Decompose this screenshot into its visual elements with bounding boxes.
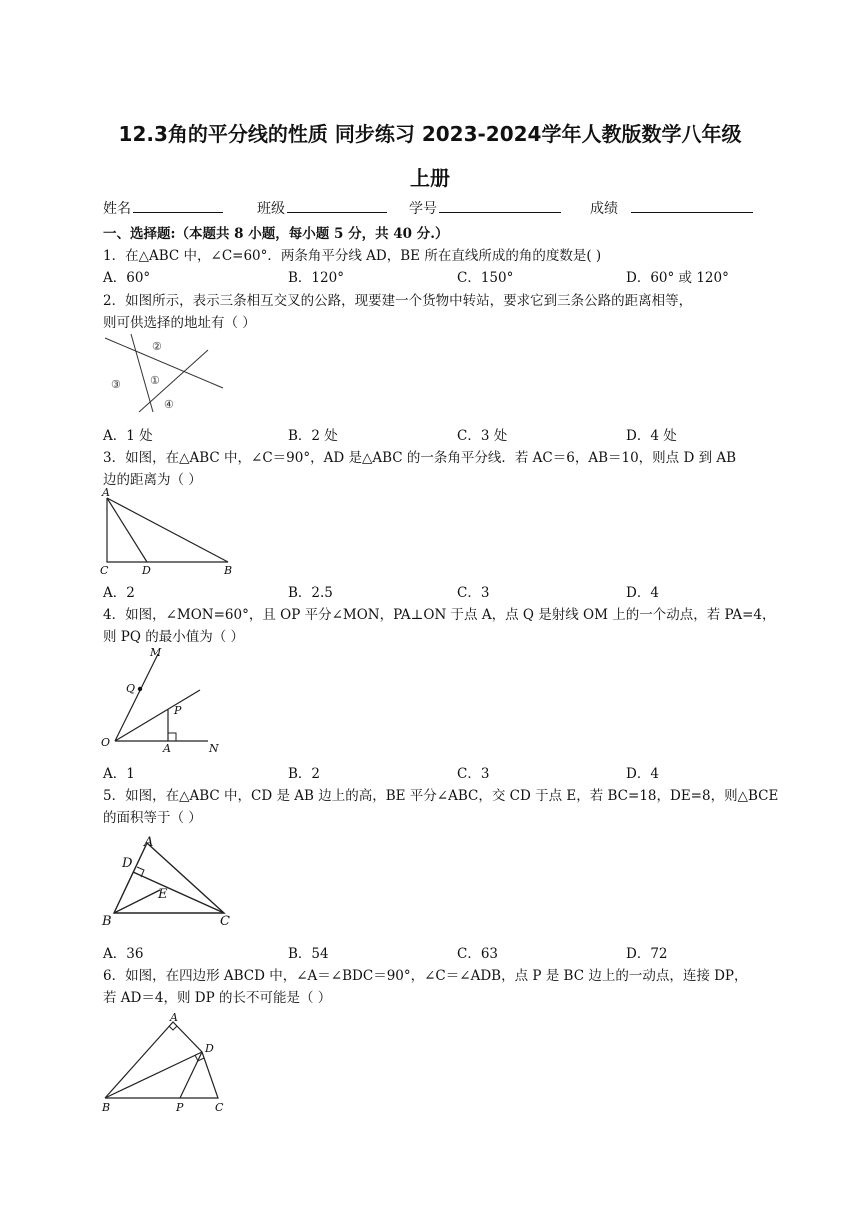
question-6-stem: 6．如图，在四边形 ABCD 中，∠A＝∠BDC＝90°，∠C＝∠ADB，点 P 是 BC 边上的一动点，连接 DP， <box>103 968 748 984</box>
page-title-continued: 上册 <box>410 166 450 190</box>
class-blank <box>287 212 387 213</box>
question-4-stem-continued: 则 PQ 的最小值为（ ） <box>103 629 245 645</box>
id-label: 学号 <box>409 201 437 217</box>
point-e-label: E <box>158 887 168 902</box>
segment-dp <box>180 1052 202 1098</box>
road-line <box>131 334 153 412</box>
point-p-label: P <box>174 704 182 717</box>
segment-cd <box>133 872 224 913</box>
q4-angle-figure <box>98 644 228 756</box>
point-d-label: D <box>122 856 133 871</box>
triangle-abc <box>114 843 224 913</box>
q3-triangle-figure <box>100 486 240 578</box>
question-1-stem: 1．在△ABC 中，∠C=60°．两条角平分线 AD，BE 所在直线所成的角的度数是( ) <box>103 248 602 264</box>
segment-be <box>114 890 160 913</box>
point-b-label: B <box>224 564 233 577</box>
q4-option-d: D．4 <box>626 766 659 782</box>
point-b-label: B <box>102 1101 111 1114</box>
q1-option-c: C．150° <box>457 270 514 286</box>
class-label: 班级 <box>257 201 285 217</box>
name-label: 姓名 <box>103 201 131 217</box>
section-heading: 一、选择题:（本题共 8 小题，每小题 5 分，共 40 分.） <box>103 226 449 242</box>
point-d-label: D <box>142 564 151 577</box>
q4-option-b: B．2 <box>288 766 321 782</box>
region-1-label: ① <box>150 374 160 387</box>
q2-option-d: D．4 处 <box>626 428 677 444</box>
q1-option-d: D．60° 或 120° <box>626 270 729 286</box>
score-blank <box>631 212 753 213</box>
question-3-stem-continued: 边的距离为（ ） <box>103 472 202 488</box>
q5-option-a: A．36 <box>103 946 144 962</box>
q3-option-d: D．4 <box>626 585 659 601</box>
point-a-label: A <box>163 742 171 755</box>
question-3-stem: 3．如图，在△ABC 中，∠C＝90°，AD 是△ABC 的一条角平分线．若 AC＝6，AB＝10，则点 D 到 AB <box>103 450 737 466</box>
right-angle-mark-a <box>169 1026 177 1030</box>
q5-option-c: C．63 <box>457 946 499 962</box>
point-q <box>138 687 142 691</box>
question-6-stem-continued: 若 AD＝4，则 DP 的长不可能是（ ） <box>103 990 332 1006</box>
question-5-stem: 5．如图，在△ABC 中，CD 是 AB 边上的高，BE 平分∠ABC，交 CD 于点 E，若 BC=18，DE=8，则△BCE <box>103 788 779 804</box>
q2-option-c: C．3 处 <box>457 428 508 444</box>
q2-option-a: A．1 处 <box>103 428 153 444</box>
q3-option-a: A．2 <box>103 585 135 601</box>
point-q-label: Q <box>126 682 136 695</box>
q2-roads-figure <box>103 332 228 414</box>
point-c-label: C <box>220 914 230 929</box>
page-title: 12.3角的平分线的性质 同步练习 2023-2024学年人教版数学八年级 <box>118 122 742 146</box>
point-m-label: M <box>150 646 162 659</box>
region-4-label: ④ <box>164 398 174 411</box>
segment-ad <box>107 498 147 562</box>
name-blank <box>133 212 223 213</box>
question-4-stem: 4．如图，∠MON=60°，且 OP 平分∠MON，PA⊥ON 于点 A，点 Q 是射线 OM 上的一个动点，若 PA=4， <box>103 607 776 623</box>
score-label: 成绩 <box>590 201 618 217</box>
q1-option-b: B．120° <box>288 270 344 286</box>
q4-option-c: C．3 <box>457 766 490 782</box>
question-2-stem-continued: 则可供选择的地址有（ ） <box>103 315 256 331</box>
q2-option-b: B．2 处 <box>288 428 338 444</box>
point-c-label: C <box>215 1101 224 1114</box>
point-a-label: A <box>144 835 154 850</box>
point-b-label: B <box>102 914 112 929</box>
q3-option-b: B．2.5 <box>288 585 333 601</box>
q4-option-a: A．1 <box>103 766 135 782</box>
triangle-abc <box>107 498 228 562</box>
point-c-label: C <box>100 564 109 577</box>
q1-option-a: A．60° <box>103 270 151 286</box>
point-p-label: P <box>176 1101 184 1114</box>
question-5-stem-continued: 的面积等于（ ） <box>103 810 202 826</box>
q3-option-c: C．3 <box>457 585 490 601</box>
q5-option-d: D．72 <box>626 946 668 962</box>
road-line <box>105 338 223 388</box>
point-n-label: N <box>209 742 219 755</box>
q5-option-b: B．54 <box>288 946 329 962</box>
point-a-label: A <box>170 1011 178 1024</box>
q5-triangle-figure <box>100 830 240 930</box>
region-3-label: ③ <box>111 378 121 391</box>
id-blank <box>439 212 561 213</box>
point-a-label: A <box>102 486 110 499</box>
q6-quadrilateral-figure <box>100 1012 240 1116</box>
point-o-label: O <box>101 736 111 749</box>
right-angle-mark <box>168 733 176 741</box>
question-2-stem: 2．如图所示，表示三条相互交叉的公路，现要建一个货物中转站，要求它到三条公路的距离相等， <box>103 293 693 309</box>
diagonal-bd <box>105 1052 202 1098</box>
point-d-label: D <box>205 1042 214 1055</box>
region-2-label: ② <box>152 340 162 353</box>
